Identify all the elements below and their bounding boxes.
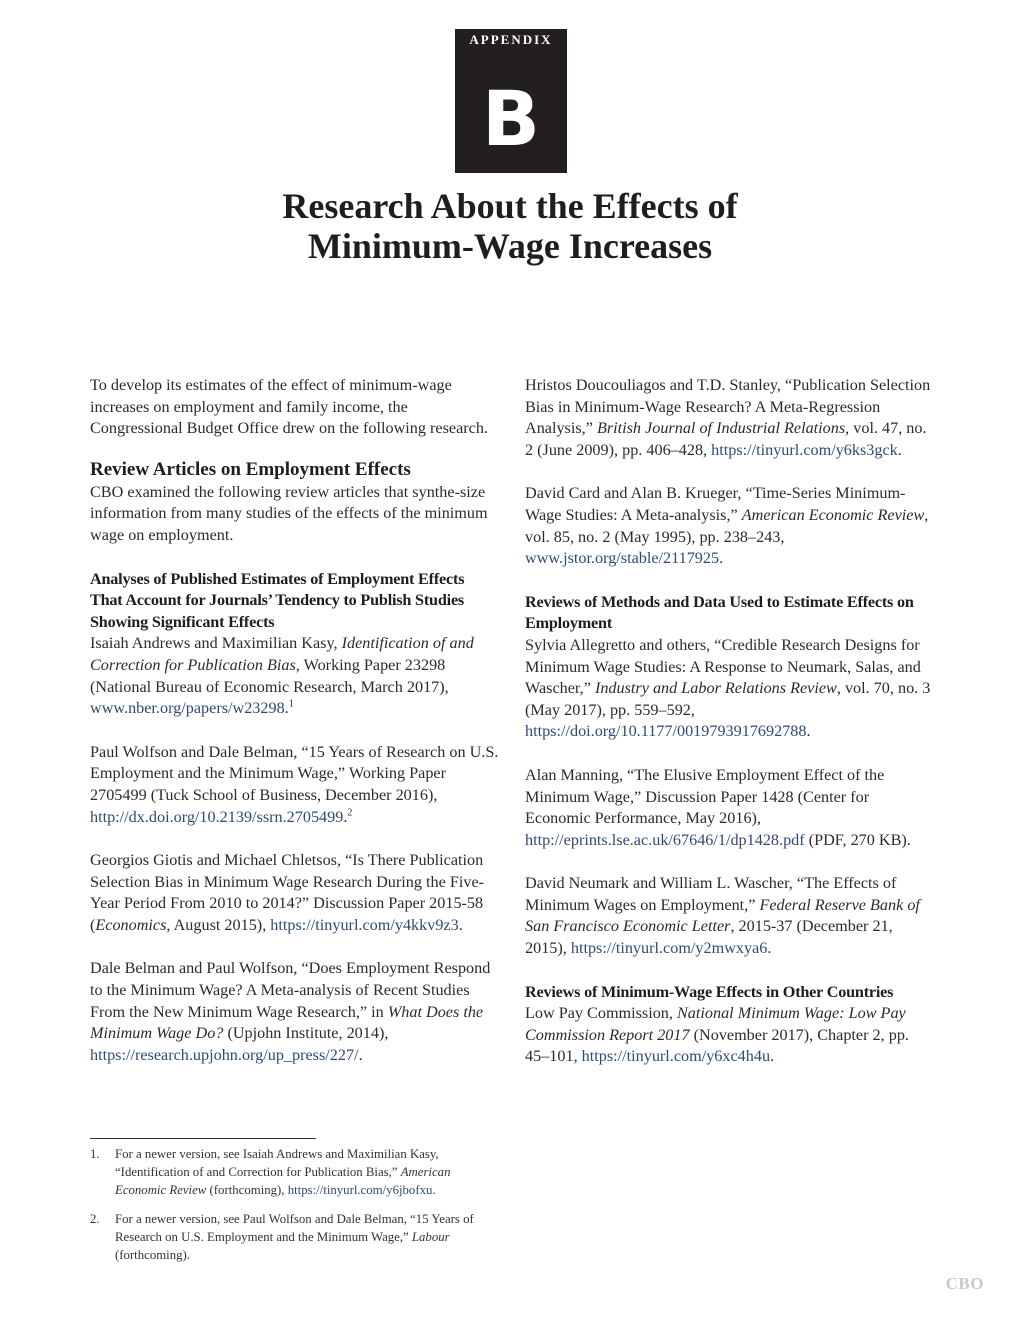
appendix-badge <box>455 29 567 173</box>
ref-title: Federal Reserve Bank of San Francisco Economic Letter <box>525 895 920 936</box>
footnote-divider <box>90 1138 316 1139</box>
ref-end: . <box>284 699 289 718</box>
page-folio: CBO <box>945 1274 984 1293</box>
ref-end: . <box>806 722 811 741</box>
ref-text: Alan Manning, “The Elusive Employment Effect of the Minimum Wage,” Discussion Paper 1428 (Center for Economic Performance, May 2016), <box>525 765 885 828</box>
review-heading: Review Articles on Employment Effects <box>90 458 411 480</box>
left-column <box>90 375 500 1066</box>
ref-text: Dale Belman and Paul Wolfson, “Does Employment Respond to the Minimum Wage? A Meta-analysis of Recent Studies From the New Minimum Wage Research,” in <box>90 959 491 1021</box>
ref-link[interactable]: www.jstor.org/stable/2117925 <box>525 549 720 568</box>
title-line-1: Research About the Effects of <box>282 186 738 226</box>
ref-end: . <box>770 1047 775 1066</box>
ref-link[interactable]: www.nber.org/papers/w23298 <box>90 699 285 718</box>
methods-heading: Reviews of Methods and Data Used to Estimate Effects on Employment <box>525 592 914 633</box>
reference-allegretto <box>525 635 935 743</box>
footnote-text <box>115 1210 500 1264</box>
review-description: CBO examined the following review articles that synthe-size information from many studies of the effects of the minimum wage on employment. <box>90 482 488 544</box>
right-column <box>525 375 935 1068</box>
ref-text: Sylvia Allegretto and others, “Credible Research Designs for Minimum Wage Studies: A Response to Neumark, Salas, and Wascher,” <box>525 635 921 698</box>
ref-text: (November 2017), Chapter 2, pp. 45–101, <box>525 1025 909 1066</box>
ref-text: , vol. 85, no. 2 (May 1995), pp. 238–243, <box>525 505 929 546</box>
ref-link[interactable]: https://tinyurl.com/y6ks3gck <box>711 440 898 459</box>
ref-end: (PDF, 270 KB). <box>804 830 911 849</box>
footnote-body: For a newer version, see Isaiah Andrews and Maximilian Kasy, “Identification of and Correction for Publication Bias,” <box>115 1147 439 1179</box>
ref-text: Low Pay Commission, <box>525 1004 677 1023</box>
reference-doucouliagos-stanley <box>525 375 935 461</box>
ref-text: Isaiah Andrews and Maximilian Kasy, <box>90 634 342 653</box>
ref-title: Industry and Labor Relations Review <box>594 679 837 698</box>
page-title <box>150 186 870 266</box>
ref-text: Georgios Giotis and Michael Chletsos, “Is There Publication Selection Bias in Minimum Wage Research During the Five-Year Period From 2010 to 2014?” Discussion Paper 2015-58 ( <box>90 851 485 934</box>
footnote-1 <box>90 1145 500 1199</box>
footnote-text <box>115 1145 500 1199</box>
ref-end: . <box>719 549 724 568</box>
footnote-body: (forthcoming). <box>115 1248 190 1262</box>
footnote-marker[interactable]: 2 <box>347 807 353 819</box>
footnote-journal: American Economic Review <box>115 1165 451 1197</box>
ref-text: David Neumark and William L. Wascher, “The Effects of Minimum Wages on Employment,” <box>525 874 897 914</box>
footnote-body: For a newer version, see Paul Wolfson and Dale Belman, “15 Years of Research on U.S. Employment and the Minimum Wage,” <box>115 1212 474 1244</box>
ref-title: Identification of and Correction for Publication Bias <box>90 634 474 674</box>
ref-text: Hristos Doucouliagos and T.D. Stanley, “Publication Selection Bias in Minimum-Wage Research? A Meta-Regression Analysis,” <box>525 376 931 438</box>
ref-text: , Working Paper 23298 (National Bureau of Economic Research, March 2017), <box>90 655 449 696</box>
ref-end: . <box>458 915 463 934</box>
footnote-body: (forthcoming), <box>206 1183 288 1197</box>
ref-link[interactable]: https://tinyurl.com/y6xc4h4u <box>581 1047 771 1066</box>
ref-link[interactable]: http://dx.doi.org/10.2139/ssrn.2705499 <box>90 807 344 826</box>
ref-end: . <box>767 939 772 958</box>
ref-link[interactable]: https://research.upjohn.org/up_press/227/ <box>90 1045 359 1064</box>
footnote-2 <box>90 1210 500 1264</box>
footnote-link[interactable]: https://tinyurl.com/y6jbofxu <box>287 1183 433 1197</box>
ref-title: Economics <box>95 915 167 934</box>
ref-text: (Upjohn Institute, 2014), <box>223 1024 389 1043</box>
ref-title: What Does the Minimum Wage Do? <box>90 1002 484 1043</box>
ref-end: . <box>358 1045 363 1064</box>
ref-text: , August 2015), <box>166 915 271 934</box>
footnote-journal: Labour <box>411 1230 450 1244</box>
ref-link[interactable]: https://doi.org/10.1177/0019793917692788 <box>525 722 807 741</box>
ref-link[interactable]: https://tinyurl.com/y2mwxya6 <box>570 939 768 958</box>
appendix-label: APPENDIX <box>469 32 553 47</box>
ref-text: David Card and Alan B. Krueger, “Time-Series Minimum-Wage Studies: A Meta-analysis,” <box>525 484 906 524</box>
ref-text: Paul Wolfson and Dale Belman, “15 Years of Research on U.S. Employment and the Minimum Wage,” Working Paper 2705499 (Tuck School of Business, December 2016), <box>90 742 499 804</box>
title-line-2: Minimum-Wage Increases <box>307 226 713 266</box>
appendix-letter: B <box>482 74 540 163</box>
reference-wolfson-belman <box>90 742 500 828</box>
ref-text: , 2015-37 (December 21, 2015), <box>525 917 893 958</box>
ref-end: . <box>897 440 902 459</box>
footnote-number: 2. <box>90 1212 100 1226</box>
reference-belman-wolfson <box>90 958 500 1066</box>
footnote-number: 1. <box>90 1147 100 1161</box>
reference-manning <box>525 765 935 851</box>
pub-bias-heading: Analyses of Published Estimates of Employment Effects That Account for Journals’ Tendency to Publish Studies Showing Significant Effects <box>90 569 465 631</box>
reference-andrews-kasy <box>90 633 500 719</box>
intro-paragraph: To develop its estimates of the effect of minimum-wage increases on employment and family income, the Congressional Budget Office drew on the following research. <box>90 376 488 438</box>
reference-low-pay-commission <box>525 1003 935 1068</box>
ref-link[interactable]: https://tinyurl.com/y4kkv9z3 <box>270 915 459 934</box>
footnote-end: . <box>432 1183 436 1197</box>
ref-link[interactable]: http://eprints.lse.ac.uk/67646/1/dp1428.pdf <box>525 830 805 849</box>
other-countries-heading: Reviews of Minimum-Wage Effects in Other Countries <box>525 982 894 1001</box>
footnote-marker[interactable]: 1 <box>288 698 294 710</box>
ref-title: National Minimum Wage: Low Pay Commission Report 2017 <box>525 1004 906 1044</box>
ref-title: American Economic Review <box>741 505 925 524</box>
reference-neumark-wascher <box>525 873 935 959</box>
ref-text: , vol. 70, no. 3 (May 2017), pp. 559–592, <box>525 679 931 719</box>
ref-end: . <box>343 807 348 826</box>
ref-text: , vol. 47, no. 2 (June 2009), pp. 406–428, <box>525 419 927 459</box>
reference-giotis-chletsos <box>90 850 500 936</box>
ref-title: British Journal of Industrial Relations <box>596 419 846 438</box>
reference-card-krueger <box>525 483 935 569</box>
